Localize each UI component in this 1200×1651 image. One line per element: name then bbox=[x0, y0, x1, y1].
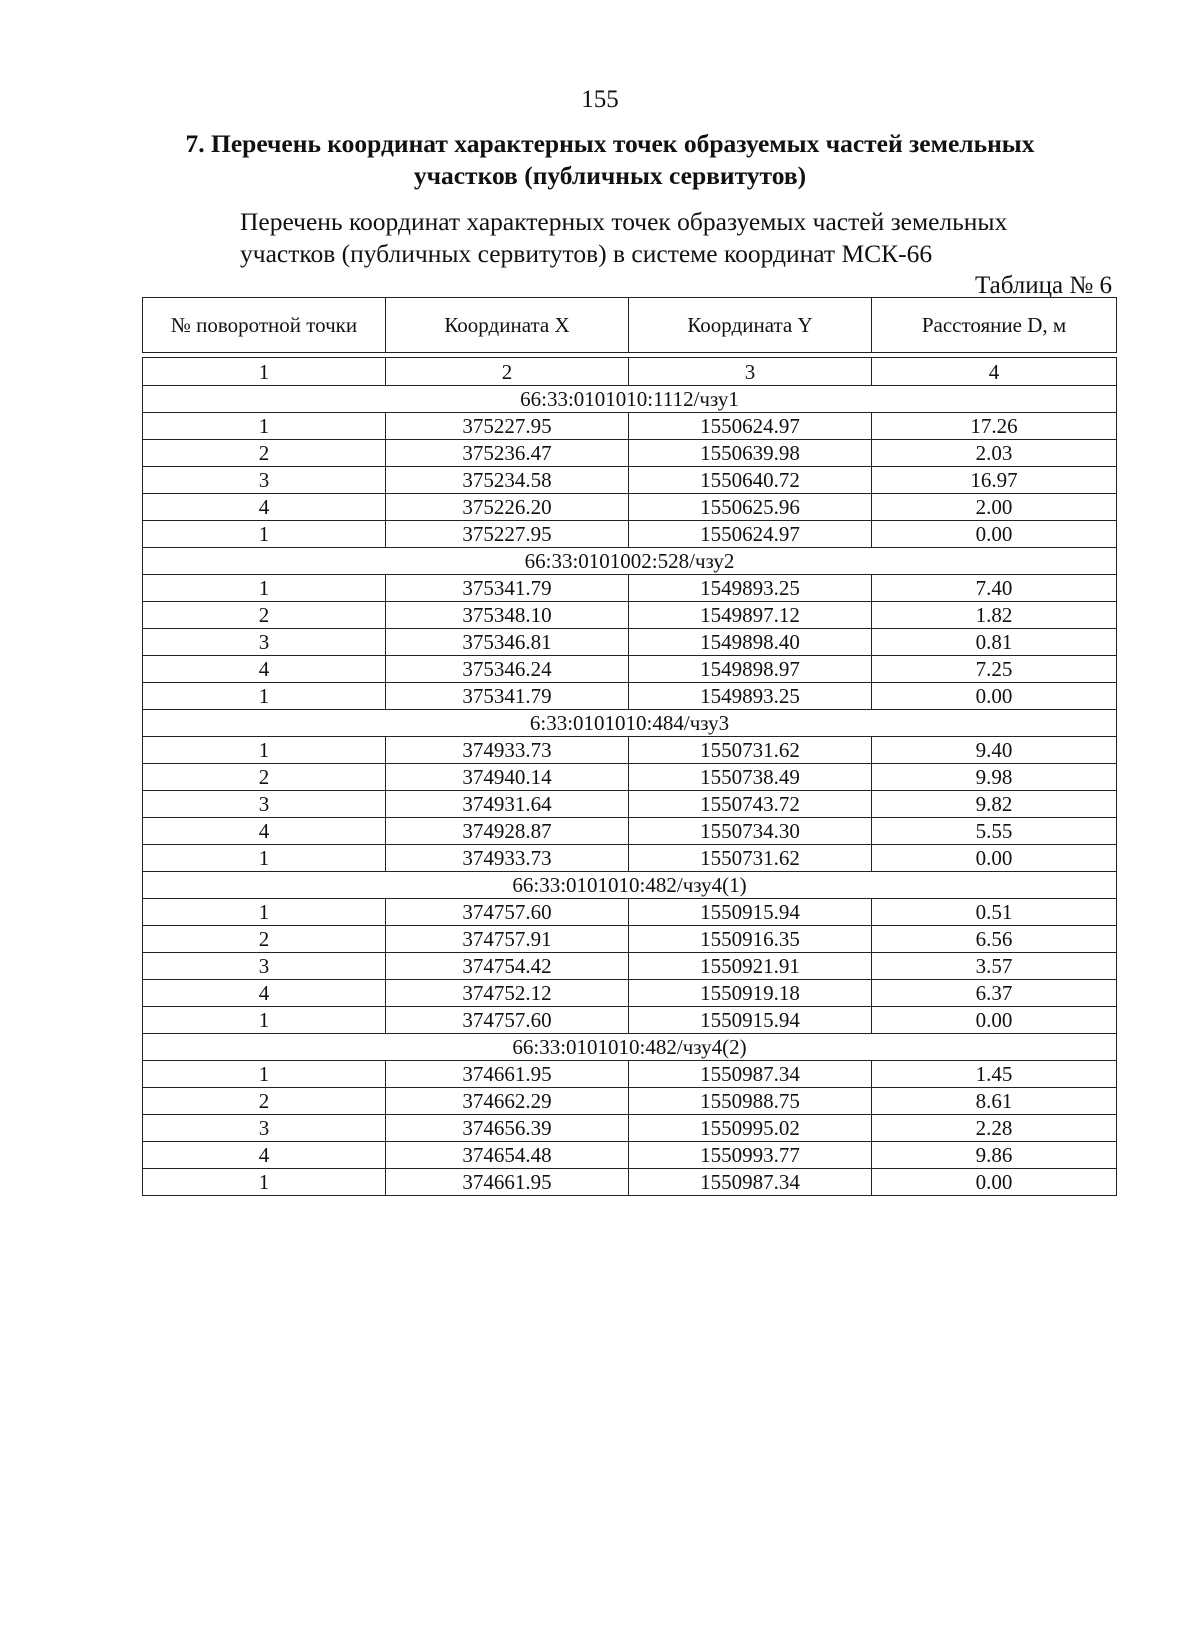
coordinate-y-cell: 1550988.75 bbox=[629, 1088, 872, 1115]
point-number-cell: 3 bbox=[143, 467, 386, 494]
point-number-cell: 4 bbox=[143, 818, 386, 845]
coordinate-y-cell: 1550743.72 bbox=[629, 791, 872, 818]
point-number-cell: 1 bbox=[143, 845, 386, 872]
point-number-cell: 4 bbox=[143, 656, 386, 683]
coordinates-table-header bbox=[142, 297, 1117, 353]
distance-cell: 8.61 bbox=[872, 1088, 1117, 1115]
coordinate-y-cell: 1550624.97 bbox=[629, 521, 872, 548]
table-row bbox=[143, 899, 1117, 926]
coordinate-y-cell: 1550995.02 bbox=[629, 1115, 872, 1142]
distance-cell: 6.56 bbox=[872, 926, 1117, 953]
coordinate-x-cell: 375346.24 bbox=[386, 656, 629, 683]
point-number-cell: 2 bbox=[143, 602, 386, 629]
coordinate-y-cell: 1549893.25 bbox=[629, 683, 872, 710]
distance-cell: 0.00 bbox=[872, 521, 1117, 548]
distance-cell: 0.00 bbox=[872, 845, 1117, 872]
point-number-cell: 3 bbox=[143, 953, 386, 980]
table-row bbox=[143, 1115, 1117, 1142]
coordinate-x-cell: 375341.79 bbox=[386, 575, 629, 602]
point-number-cell: 1 bbox=[143, 521, 386, 548]
coordinate-y-cell: 1550624.97 bbox=[629, 413, 872, 440]
coordinate-x-cell: 374656.39 bbox=[386, 1115, 629, 1142]
point-number-cell: 1 bbox=[143, 899, 386, 926]
table-number-label: Таблица № 6 bbox=[974, 272, 1112, 299]
table-row bbox=[143, 494, 1117, 521]
coordinate-x-cell: 374931.64 bbox=[386, 791, 629, 818]
coordinate-y-cell: 1549893.25 bbox=[629, 575, 872, 602]
point-number-cell: 1 bbox=[143, 683, 386, 710]
distance-cell: 2.28 bbox=[872, 1115, 1117, 1142]
distance-cell: 1.82 bbox=[872, 602, 1117, 629]
coordinate-x-cell: 374928.87 bbox=[386, 818, 629, 845]
distance-cell: 1.45 bbox=[872, 1061, 1117, 1088]
group-title-row bbox=[143, 872, 1117, 899]
table-row bbox=[143, 791, 1117, 818]
distance-cell: 16.97 bbox=[872, 467, 1117, 494]
coordinates-table bbox=[142, 357, 1117, 1196]
point-number-cell: 1 bbox=[143, 1061, 386, 1088]
point-number-cell: 2 bbox=[143, 440, 386, 467]
distance-cell: 0.81 bbox=[872, 629, 1117, 656]
header-cell-coordinate-x: Координата X bbox=[386, 298, 629, 353]
distance-cell: 17.26 bbox=[872, 413, 1117, 440]
column-number-cell: 3 bbox=[629, 358, 872, 386]
coordinate-x-cell: 374754.42 bbox=[386, 953, 629, 980]
table-row bbox=[143, 629, 1117, 656]
coordinate-x-cell: 374654.48 bbox=[386, 1142, 629, 1169]
table-row bbox=[143, 440, 1117, 467]
page-number: 155 bbox=[581, 86, 619, 113]
distance-cell: 6.37 bbox=[872, 980, 1117, 1007]
table-row bbox=[143, 656, 1117, 683]
point-number-cell: 1 bbox=[143, 1007, 386, 1034]
coordinate-x-cell: 374933.73 bbox=[386, 845, 629, 872]
header-row bbox=[143, 298, 1117, 353]
distance-cell: 3.57 bbox=[872, 953, 1117, 980]
section-heading: 7. Перечень координат характерных точек образуемых частей земельных участков (публичных сервитутов) bbox=[185, 129, 1035, 190]
coordinate-x-cell: 374933.73 bbox=[386, 737, 629, 764]
coordinate-x-cell: 375227.95 bbox=[386, 413, 629, 440]
coordinate-y-cell: 1550731.62 bbox=[629, 737, 872, 764]
coordinate-y-cell: 1549898.40 bbox=[629, 629, 872, 656]
column-number-cell: 1 bbox=[143, 358, 386, 386]
group-title-row bbox=[143, 1034, 1117, 1061]
coordinate-x-cell: 374757.60 bbox=[386, 1007, 629, 1034]
parcel-cadastral-number: 66:33:0101010:482/чзу4(2) bbox=[143, 1034, 1117, 1061]
coordinate-y-cell: 1550993.77 bbox=[629, 1142, 872, 1169]
table-row bbox=[143, 1007, 1117, 1034]
point-number-cell: 2 bbox=[143, 1088, 386, 1115]
header-cell-distance: Расстояние D, м bbox=[872, 298, 1117, 353]
table-row bbox=[143, 575, 1117, 602]
coordinate-x-cell: 374757.91 bbox=[386, 926, 629, 953]
table-row bbox=[143, 413, 1117, 440]
coordinate-x-cell: 374661.95 bbox=[386, 1169, 629, 1196]
distance-cell: 9.86 bbox=[872, 1142, 1117, 1169]
distance-cell: 9.82 bbox=[872, 791, 1117, 818]
table-row bbox=[143, 737, 1117, 764]
coordinate-x-cell: 375234.58 bbox=[386, 467, 629, 494]
coordinate-y-cell: 1550921.91 bbox=[629, 953, 872, 980]
distance-cell: 7.40 bbox=[872, 575, 1117, 602]
coordinate-y-cell: 1550987.34 bbox=[629, 1169, 872, 1196]
coordinate-y-cell: 1550738.49 bbox=[629, 764, 872, 791]
coordinate-y-cell: 1550734.30 bbox=[629, 818, 872, 845]
header-cell-coordinate-y: Координата Y bbox=[629, 298, 872, 353]
point-number-cell: 4 bbox=[143, 980, 386, 1007]
point-number-cell: 1 bbox=[143, 1169, 386, 1196]
column-number-cell: 2 bbox=[386, 358, 629, 386]
distance-cell: 0.00 bbox=[872, 683, 1117, 710]
coordinates-table-body bbox=[143, 358, 1117, 1196]
table-row bbox=[143, 1169, 1117, 1196]
table-row bbox=[143, 1142, 1117, 1169]
table-row bbox=[143, 980, 1117, 1007]
header-cell-point-number: № поворотной точки bbox=[143, 298, 386, 353]
table-row bbox=[143, 818, 1117, 845]
table-row bbox=[143, 602, 1117, 629]
coordinate-y-cell: 1550916.35 bbox=[629, 926, 872, 953]
coordinate-y-cell: 1549897.12 bbox=[629, 602, 872, 629]
parcel-cadastral-number: 66:33:0101010:482/чзу4(1) bbox=[143, 872, 1117, 899]
point-number-cell: 3 bbox=[143, 791, 386, 818]
coordinate-y-cell: 1549898.97 bbox=[629, 656, 872, 683]
group-title-row bbox=[143, 548, 1117, 575]
point-number-cell: 3 bbox=[143, 1115, 386, 1142]
coordinate-y-cell: 1550640.72 bbox=[629, 467, 872, 494]
group-title-row bbox=[143, 386, 1117, 413]
distance-cell: 9.98 bbox=[872, 764, 1117, 791]
point-number-cell: 2 bbox=[143, 764, 386, 791]
column-numbers-row bbox=[143, 358, 1117, 386]
point-number-cell: 1 bbox=[143, 413, 386, 440]
coordinate-y-cell: 1550915.94 bbox=[629, 899, 872, 926]
table-row bbox=[143, 845, 1117, 872]
coordinate-y-cell: 1550639.98 bbox=[629, 440, 872, 467]
coordinate-y-cell: 1550987.34 bbox=[629, 1061, 872, 1088]
table-row bbox=[143, 521, 1117, 548]
coordinate-y-cell: 1550919.18 bbox=[629, 980, 872, 1007]
table-row bbox=[143, 1088, 1117, 1115]
coordinate-x-cell: 374940.14 bbox=[386, 764, 629, 791]
coordinate-x-cell: 375226.20 bbox=[386, 494, 629, 521]
table-row bbox=[143, 1061, 1117, 1088]
distance-cell: 0.00 bbox=[872, 1007, 1117, 1034]
point-number-cell: 1 bbox=[143, 575, 386, 602]
table-row bbox=[143, 467, 1117, 494]
group-title-row bbox=[143, 710, 1117, 737]
coordinate-x-cell: 375346.81 bbox=[386, 629, 629, 656]
table-row bbox=[143, 683, 1117, 710]
distance-cell: 2.00 bbox=[872, 494, 1117, 521]
distance-cell: 5.55 bbox=[872, 818, 1117, 845]
parcel-cadastral-number: 6:33:0101010:484/чзу3 bbox=[143, 710, 1117, 737]
table-row bbox=[143, 926, 1117, 953]
coordinate-y-cell: 1550625.96 bbox=[629, 494, 872, 521]
coordinate-y-cell: 1550731.62 bbox=[629, 845, 872, 872]
distance-cell: 0.00 bbox=[872, 1169, 1117, 1196]
distance-cell: 2.03 bbox=[872, 440, 1117, 467]
distance-cell: 7.25 bbox=[872, 656, 1117, 683]
distance-cell: 9.40 bbox=[872, 737, 1117, 764]
point-number-cell: 4 bbox=[143, 1142, 386, 1169]
coordinate-x-cell: 375348.10 bbox=[386, 602, 629, 629]
table-caption: Перечень координат характерных точек образуемых частей земельных участков (публичных сервитутов) в системе координат МСК-66 bbox=[240, 207, 1008, 268]
coordinate-x-cell: 374757.60 bbox=[386, 899, 629, 926]
point-number-cell: 3 bbox=[143, 629, 386, 656]
table-row bbox=[143, 953, 1117, 980]
column-number-cell: 4 bbox=[872, 358, 1117, 386]
parcel-cadastral-number: 66:33:0101010:1112/чзу1 bbox=[143, 386, 1117, 413]
point-number-cell: 4 bbox=[143, 494, 386, 521]
coordinate-x-cell: 375236.47 bbox=[386, 440, 629, 467]
parcel-cadastral-number: 66:33:0101002:528/чзу2 bbox=[143, 548, 1117, 575]
distance-cell: 0.51 bbox=[872, 899, 1117, 926]
coordinate-x-cell: 375227.95 bbox=[386, 521, 629, 548]
coordinate-x-cell: 374752.12 bbox=[386, 980, 629, 1007]
coordinate-y-cell: 1550915.94 bbox=[629, 1007, 872, 1034]
coordinate-x-cell: 374661.95 bbox=[386, 1061, 629, 1088]
coordinate-x-cell: 375341.79 bbox=[386, 683, 629, 710]
table-row bbox=[143, 764, 1117, 791]
point-number-cell: 2 bbox=[143, 926, 386, 953]
coordinate-x-cell: 374662.29 bbox=[386, 1088, 629, 1115]
point-number-cell: 1 bbox=[143, 737, 386, 764]
